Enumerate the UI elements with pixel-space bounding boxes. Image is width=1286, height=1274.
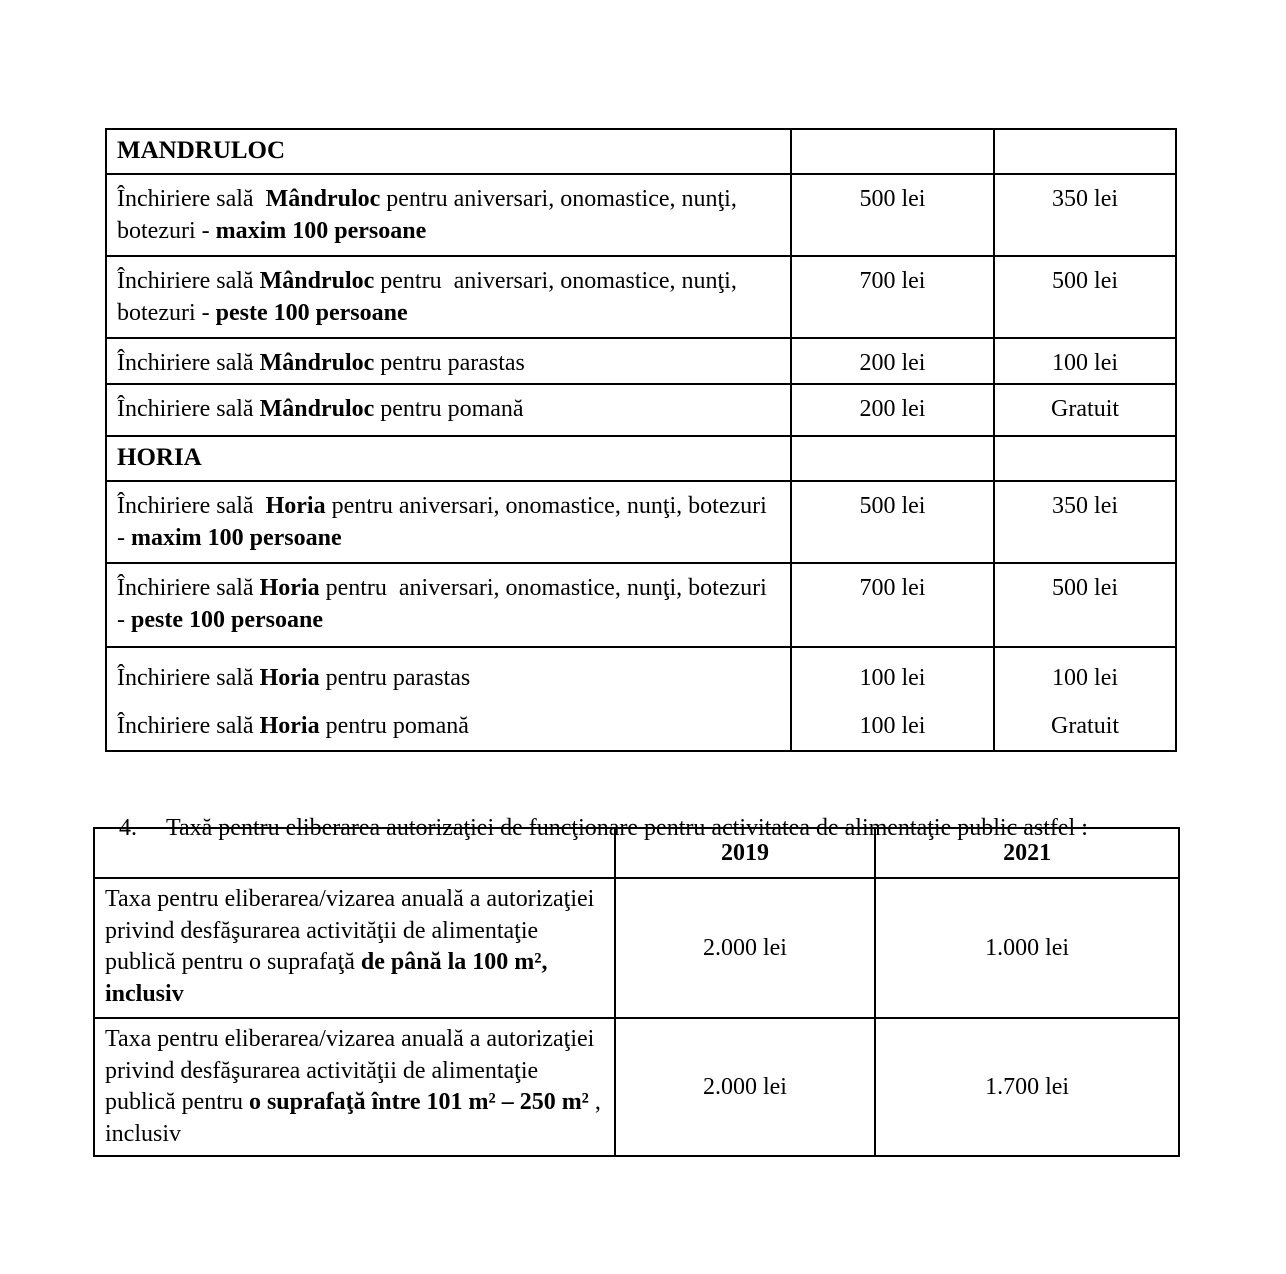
price-col2-cell: 350 lei [994, 481, 1176, 563]
price-col1-cell [791, 647, 994, 751]
row-tax-under-100m2 [94, 878, 1179, 1018]
year-2021-header: 2021 [875, 828, 1179, 878]
description-cell: Taxa pentru eliberarea/vizarea anuală a autorizaţiei privind desfăşurarea activităţii de alimentaţie publică pentru o suprafaţă de până la 100 m², inclusiv [94, 878, 615, 1018]
price-col2-cell [994, 129, 1176, 174]
hall-rental-table [105, 128, 1177, 752]
price-col2-cell: 350 lei [994, 174, 1176, 256]
row-mandruloc-pomana [106, 384, 1176, 436]
year-2019-header: 2019 [615, 828, 875, 878]
price-col1-cell: 500 lei [791, 174, 994, 256]
price-line: 100 lei [859, 664, 926, 691]
description-cell [106, 647, 791, 751]
row-horia-parastas-pomana [106, 647, 1176, 751]
price-col2-cell: 500 lei [994, 256, 1176, 338]
empty-header-cell [94, 828, 615, 878]
price-col1-cell: 700 lei [791, 256, 994, 338]
description-cell: Închiriere sală Mândruloc pentru parastas [106, 338, 791, 384]
value-2019-cell: 2.000 lei [615, 878, 875, 1018]
row-tax-101-250m2 [94, 1018, 1179, 1156]
price-col1-cell [791, 129, 994, 174]
description-cell: Închiriere sală Horia pentru aniversari, onomastice, nunţi, botezuri - maxim 100 persoane [106, 481, 791, 563]
value-2019-cell: 2.000 lei [615, 1018, 875, 1156]
section-row-horia [106, 436, 1176, 481]
section-title: MANDRULOC [106, 129, 791, 174]
price-col1-cell: 200 lei [791, 384, 994, 436]
price-col1-cell: 200 lei [791, 338, 994, 384]
description-cell: Închiriere sală Mândruloc pentru pomană [106, 384, 791, 436]
description-cell: Închiriere sală Horia pentru aniversari, onomastice, nunţi, botezuri - peste 100 persoane [106, 563, 791, 647]
header-row [94, 828, 1179, 878]
section-row-mandruloc [106, 129, 1176, 174]
price-col2-cell: 100 lei [994, 338, 1176, 384]
section-title: HORIA [106, 436, 791, 481]
row-mandruloc-peste100 [106, 256, 1176, 338]
price-line: 100 lei [859, 712, 926, 739]
price-col1-cell: 500 lei [791, 481, 994, 563]
description-cell: Închiriere sală Mândruloc pentru aniversari, onomastice, nunţi, botezuri - peste 100 persoane [106, 256, 791, 338]
food-authorization-tax-table [93, 827, 1180, 1157]
row-mandruloc-parastas [106, 338, 1176, 384]
row-horia-peste100 [106, 563, 1176, 647]
row-horia-max100 [106, 481, 1176, 563]
value-2021-cell: 1.000 lei [875, 878, 1179, 1018]
description-cell: Închiriere sală Mândruloc pentru aniversari, onomastice, nunţi, botezuri - maxim 100 persoane [106, 174, 791, 256]
item-4-number: 4. [119, 815, 137, 841]
item-4-text: Taxă pentru eliberarea autorizaţiei de funcţionare pentru activitatea de alimentaţie public astfel : [166, 815, 1088, 841]
price-col2-cell: 500 lei [994, 563, 1176, 647]
price-col2-cell [994, 436, 1176, 481]
price-col2-cell [994, 647, 1176, 751]
row-mandruloc-max100 [106, 174, 1176, 256]
value-2021-cell: 1.700 lei [875, 1018, 1179, 1156]
price-line: Gratuit [1051, 712, 1120, 739]
description-cell: Taxa pentru eliberarea/vizarea anuală a autorizaţiei privind desfăşurarea activităţii de alimentaţie publică pentru o suprafaţă între 101 m² – 250 m² , inclusiv [94, 1018, 615, 1156]
price-col2-cell: Gratuit [994, 384, 1176, 436]
price-col1-cell [791, 436, 994, 481]
price-line: 100 lei [1052, 664, 1119, 691]
description-line-pomana: Închiriere sală Horia pentru pomană [117, 712, 469, 739]
price-col1-cell: 700 lei [791, 563, 994, 647]
description-line-parastas: Închiriere sală Horia pentru parastas [117, 664, 471, 691]
